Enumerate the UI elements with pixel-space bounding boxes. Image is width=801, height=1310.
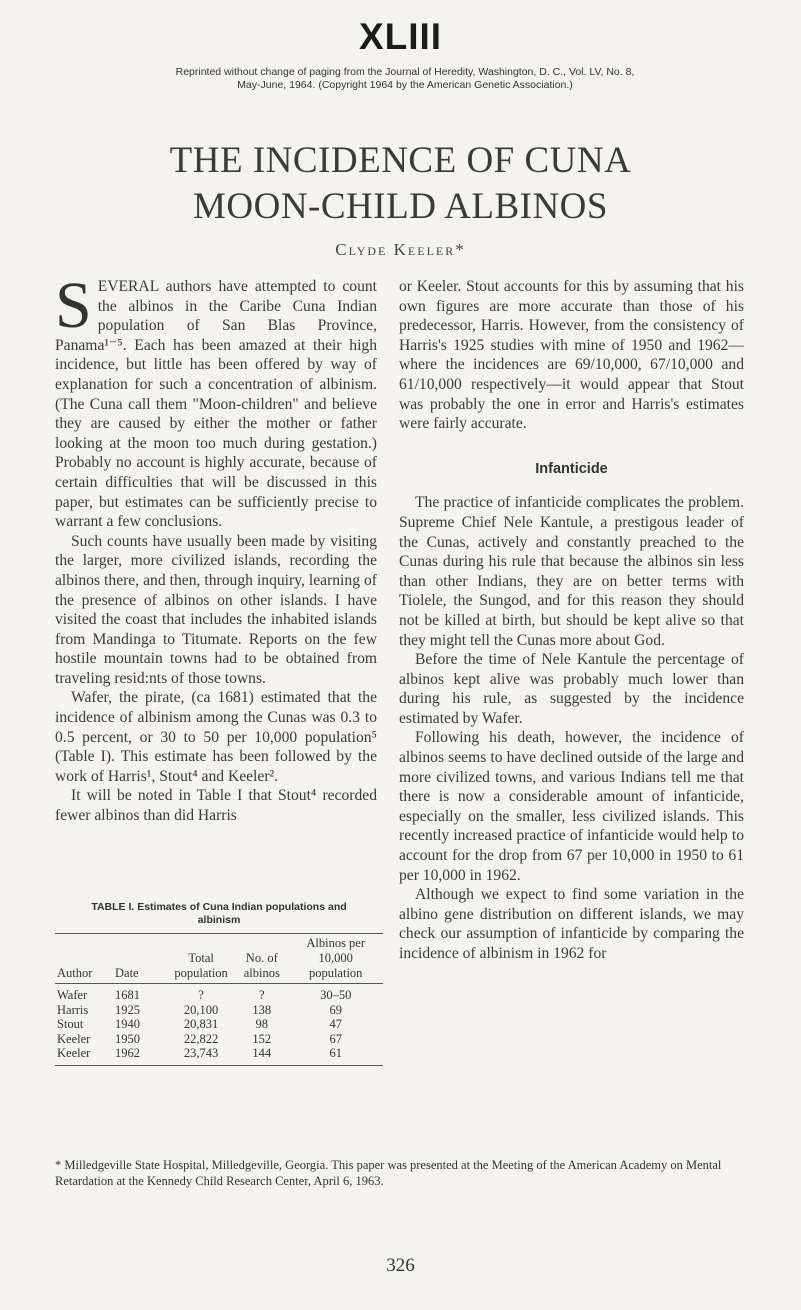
cell-author: Keeler	[55, 1046, 113, 1065]
table-caption-line-1: TABLE I. Estimates of Cuna Indian populations and	[91, 901, 347, 913]
cell-date: 1962	[113, 1046, 167, 1065]
article-title-line-2: MOON-CHILD ALBINOS	[193, 186, 608, 227]
intro-paragraph	[55, 269, 377, 532]
cell-author: Keeler	[57, 1031, 91, 1046]
cell-author: Harris	[57, 1002, 89, 1017]
cell-date: 1681	[115, 988, 140, 1002]
footnote: * Milledgeville State Hospital, Milledgeville, Georgia. This paper was presented at the Meeting of the American Academy on Mental Retardation at the Kennedy Child Research Center, April 6, 1963.	[55, 1158, 722, 1188]
table-caption-line-2: albinism	[197, 914, 241, 926]
page-number: 326	[386, 1255, 415, 1276]
paragraph: Such counts have usually been made by visiting the larger, more civilized islands, recording the albinos there, and then, through inquiry, learning of the presence of albinos on other islands. I have visited the coast that includes the inhabited islands from Mandinga to Titumate. Reports on the few hostile mountain towns had to be obtained from traveling resid:nts of those towns.	[55, 532, 377, 687]
paragraph: The practice of infanticide complicates the problem. Supreme Chief Nele Kantule, a prestigous leader of the Cunas, actively and constantly preached to the Cunas during his rule that because the albinos sin less than other Indians, they are on better terms with Tiolele, the Sungod, and for this reason they should not be killed at birth, but should be kept alive so that they might tell the Cunas more about God.	[399, 494, 744, 649]
col-header-total-population: Total population	[167, 934, 235, 984]
cell-total: 23,743	[167, 1046, 235, 1065]
table-row	[55, 984, 383, 1003]
table-1	[55, 901, 383, 1066]
cell-albinos: 138	[252, 1002, 272, 1017]
cell-total: ?	[198, 988, 204, 1002]
cell-per-10000: 69	[329, 1002, 342, 1017]
col-header-date: Date	[113, 934, 167, 984]
drop-cap: S	[55, 269, 92, 342]
left-column	[55, 269, 377, 826]
cell-date: 1925	[115, 1002, 140, 1017]
cell-per-10000: 47	[329, 1017, 342, 1031]
cell-author: Wafer	[57, 988, 88, 1002]
reprint-line-1: Reprinted without change of paging from the Journal of Heredity, Washington, D. C., Vol. LV, No. 8,	[175, 66, 635, 78]
table-row	[55, 1017, 383, 1032]
table-row	[55, 1046, 383, 1065]
paragraph: It will be noted in Table I that Stout⁴ recorded fewer albinos than did Harris	[55, 787, 377, 825]
table-caption	[55, 901, 383, 927]
article-title-line-1: THE INCIDENCE OF CUNA	[169, 140, 632, 181]
cell-albinos: 144	[235, 1046, 288, 1065]
section-heading: Infanticide	[535, 460, 608, 477]
cell-per-10000: 30–50	[320, 988, 352, 1002]
right-column	[399, 277, 744, 964]
cell-albinos: ?	[259, 988, 265, 1002]
cell-author: Stout	[57, 1017, 84, 1031]
cell-albinos: 152	[252, 1031, 272, 1046]
paragraph: Before the time of Nele Kantule the percentage of albinos kept alive was probably much lower than during his rule, as suggested by the incidence estimated by Wafer.	[399, 651, 744, 727]
intro-paragraph-text: EVERAL authors have attempted to count the albinos in the Caribe Cuna Indian population of San Blas Province, Panama¹⁻⁵. Each has been amazed at their high incidence, but little has been offered by way of explanation for such a concentration of albinism. (The Cuna call them "Moon-children" and believe they are caused by either the mother or father looking at the moon too much during gestation.) Probably no account is highly accurate, because of certain difficulties that will be discussed in this paper, but estimates can be sufficiently precise to warrant a few conclusions.	[55, 278, 377, 531]
cell-date: 1940	[115, 1017, 140, 1031]
article-title	[0, 138, 801, 230]
cell-date: 1950	[115, 1031, 140, 1046]
col-header-author: Author	[55, 934, 113, 984]
cell-total: 20,100	[183, 1002, 219, 1017]
col-header-no-of-albinos: No. of albinos	[235, 934, 288, 984]
cell-total: 22,822	[183, 1031, 219, 1046]
col-header-albinos-per-10000: Albinos per 10,000 population	[288, 934, 383, 984]
chapter-number: XLIII	[358, 16, 443, 57]
data-table	[55, 933, 383, 1066]
cell-albinos: 98	[255, 1017, 269, 1031]
cell-per-10000: 61	[288, 1046, 383, 1065]
table-row	[55, 1032, 383, 1047]
table-row	[55, 1003, 383, 1018]
paragraph: or Keeler. Stout accounts for this by assuming that his own figures are more accurate than those of his predecessor, Harris. However, from the consistency of Harris's 1925 studies with mine of 1950 and 1962—where the incidences are 69/10,000, 67/10,000 and 61/10,000 respectively—it would appear that Stout was probably the one in error and Harris's estimates were fairly accurate.	[399, 278, 744, 433]
reprint-line-2: May-June, 1964. (Copyright 1964 by the American Genetic Association.)	[237, 79, 573, 91]
cell-per-10000: 67	[329, 1031, 342, 1046]
paragraph: Although we expect to find some variation in the albino gene distribution on different islands, we may check our assumption of infanticide by comparing the incidence of albinism in 1962 for	[399, 886, 744, 962]
reprint-notice	[60, 66, 750, 92]
paragraph: Wafer, the pirate, (ca 1681) estimated that the incidence of albinism among the Cunas was 0.3 to 0.5 percent, or 30 to 50 per 10,000 population⁵ (Table I). This estimate has been followed by the work of Harris¹, Stout⁴ and Keeler².	[55, 689, 377, 785]
cell-total: 20,831	[183, 1017, 219, 1031]
paragraph: Following his death, however, the incidence of albinos seems to have declined outside of the large and more civilized towns, and various Indians tell me that there is now a considerable amount of infanticide, especially on the smaller, less civilized islands. This recently increased practice of infanticide would help to account for the drop from 67 per 10,000 in 1950 to 61 per 10,000 in 1962.	[399, 729, 744, 884]
article-author: Clyde Keeler*	[335, 240, 466, 259]
